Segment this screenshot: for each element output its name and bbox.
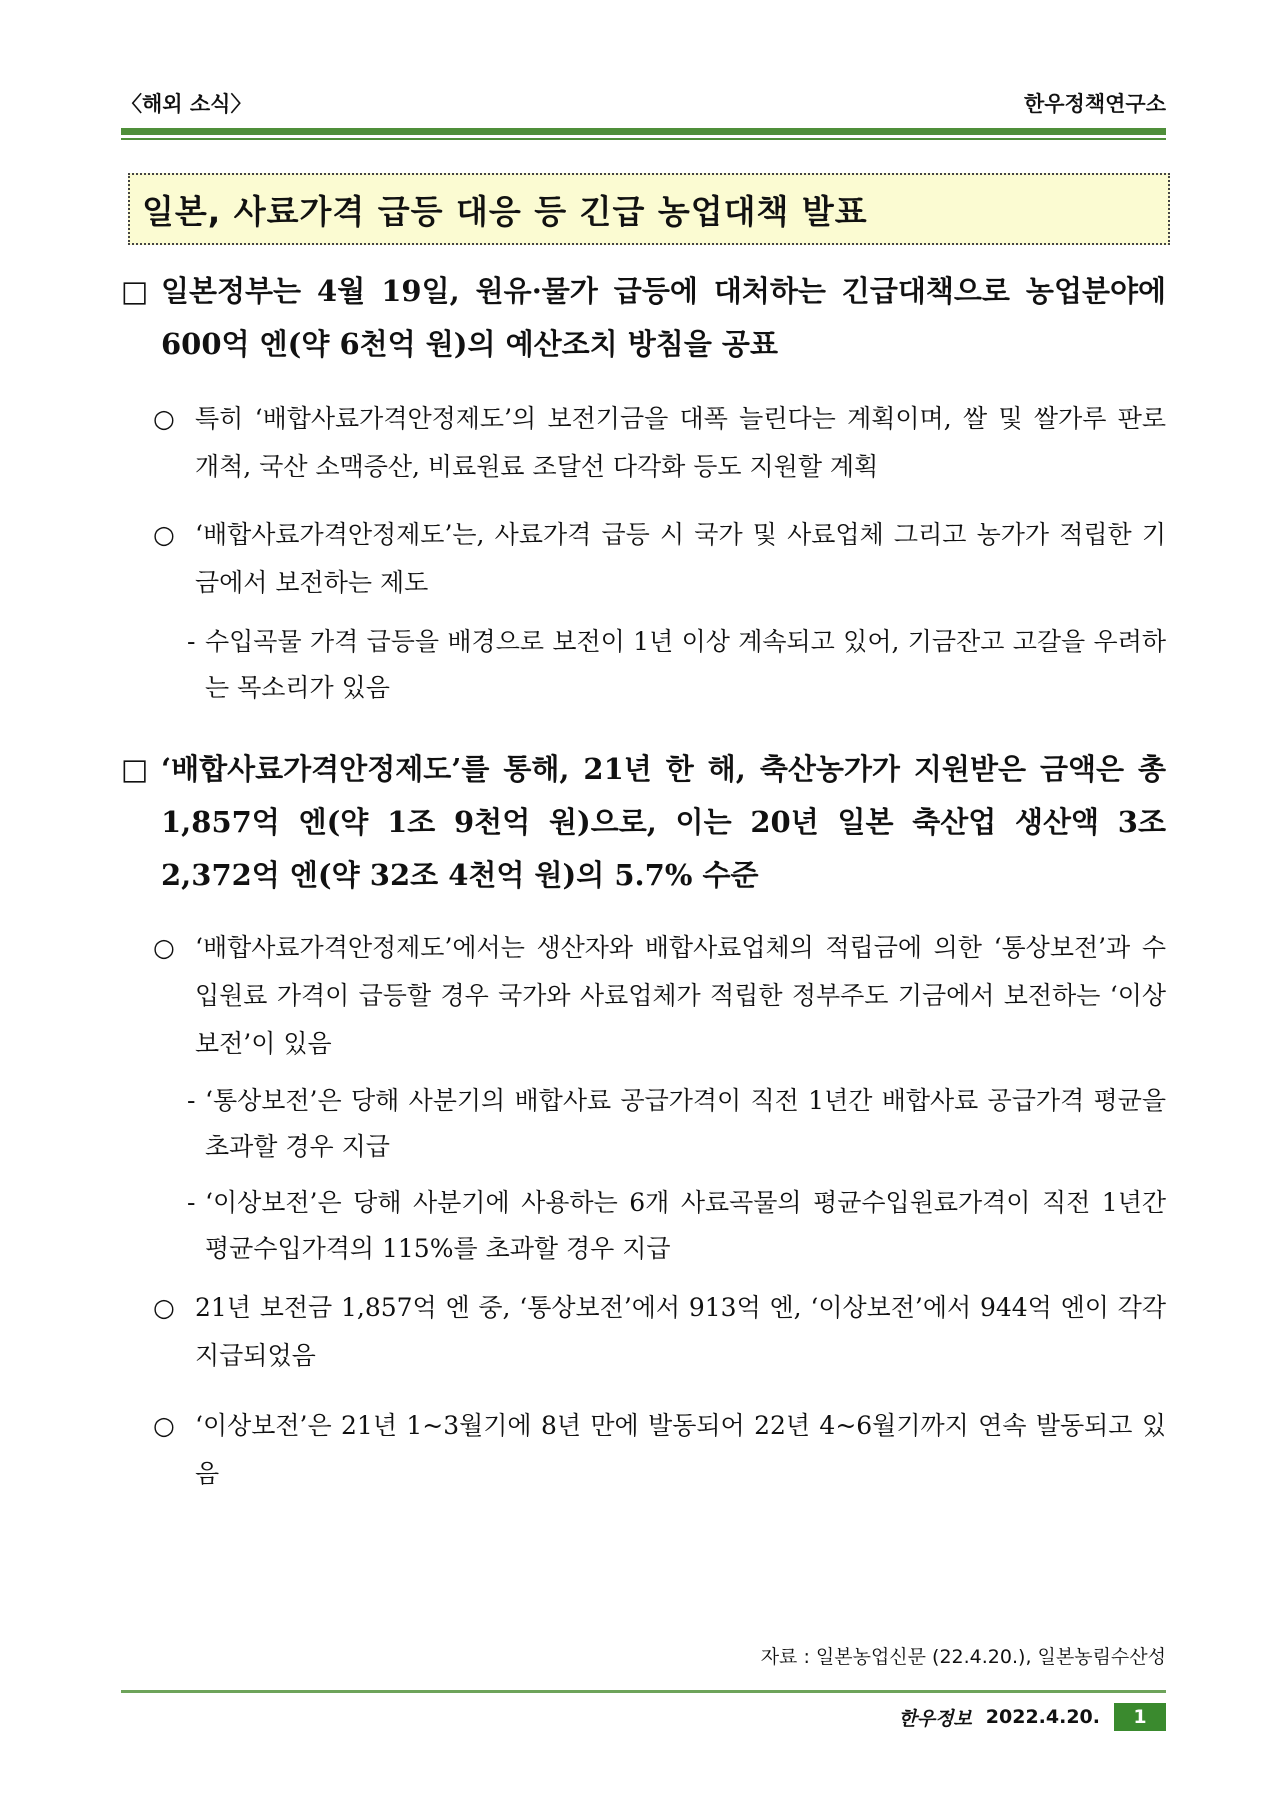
section-2-item-4	[121, 1284, 1166, 1380]
dash-bullet: -	[187, 627, 196, 656]
header-organization: 한우정책연구소	[1023, 92, 1166, 116]
circle-bullet-icon: ○	[153, 520, 175, 549]
page-footer	[898, 1703, 1166, 1731]
circle-bullet-icon: ○	[153, 404, 175, 433]
section-2-item-3-text: ‘이상보전’은 당해 사분기에 사용하는 6개 사료곡물의 평균수입원료가격이 직전 1년간 평균수입가격의 115%를 초과할 경우 지급	[205, 1188, 1166, 1263]
section-2-item-4-text: 21년 보전금 1,857억 엔 중, ‘통상보전’에서 913억 엔, ‘이상보전’에서 944억 엔이 각각 지급되었음	[195, 1293, 1166, 1370]
page-header	[121, 88, 1166, 118]
circle-bullet-icon: ○	[153, 1293, 175, 1322]
section-2-item-2-text: ‘통상보전’은 당해 사분기의 배합사료 공급가격이 직전 1년간 배합사료 공급가격 평균을 초과할 경우 지급	[205, 1086, 1166, 1161]
section-2-item-5	[121, 1402, 1166, 1498]
section-1-item-1	[121, 395, 1166, 491]
header-rule-thin	[121, 138, 1166, 140]
section-1-item-1-text: 특히 ‘배합사료가격안정제도’의 보전기금을 대폭 늘린다는 계획이며, 쌀 및 쌀가루 판로 개척, 국산 소맥증산, 비료원료 조달선 다각화 등도 지원할 계획	[195, 404, 1166, 481]
section-2-item-2	[121, 1078, 1166, 1170]
section-2-item-1-text: ‘배합사료가격안정제도’에서는 생산자와 배합사료업체의 적립금에 의한 ‘통상보전’과 수입원료 가격이 급등할 경우 국가와 사료업체가 적립한 정부주도 기금에서 보전하는 ‘이상보전’이 있음	[195, 933, 1166, 1058]
checkbox-square-icon: □	[121, 274, 149, 308]
section-1-item-2-text: ‘배합사료가격안정제도’는, 사료가격 급등 시 국가 및 사료업체 그리고 농가가 적립한 기금에서 보전하는 제도	[195, 520, 1166, 597]
section-2	[121, 743, 1166, 1498]
section-1-heading-text: 일본정부는 4월 19일, 원유·물가 급등에 대처하는 긴급대책으로 농업분야에 600억 엔(약 6천억 원)의 예산조치 방침을 공표	[161, 274, 1166, 361]
section-1-heading	[121, 265, 1166, 371]
section-1-item-2	[121, 511, 1166, 607]
section-2-item-1	[121, 924, 1166, 1068]
source-citation: 자료 : 일본농업신문 (22.4.20.), 일본농림수산성	[760, 1646, 1166, 1668]
circle-bullet-icon: ○	[153, 933, 175, 962]
article-title: 일본, 사료가격 급등 대응 등 긴급 농업대책 발표	[128, 173, 1170, 245]
header-category: 〈해외 소식〉	[121, 92, 252, 116]
circle-bullet-icon: ○	[153, 1411, 175, 1440]
dash-bullet: -	[187, 1188, 196, 1217]
footer-rule	[121, 1690, 1166, 1693]
section-2-item-5-text: ‘이상보전’은 21년 1~3월기에 8년 만에 발동되어 22년 4~6월기까지 연속 발동되고 있음	[195, 1411, 1166, 1488]
publication-date: 2022.4.20.	[985, 1706, 1100, 1728]
header-rule	[121, 128, 1166, 135]
publication-name: 한우정보	[898, 1707, 972, 1730]
section-1-item-3-text: 수입곡물 가격 급등을 배경으로 보전이 1년 이상 계속되고 있어, 기금잔고 고갈을 우려하는 목소리가 있음	[205, 627, 1166, 702]
section-2-item-3	[121, 1180, 1166, 1272]
checkbox-square-icon: □	[121, 752, 149, 786]
section-2-heading-text: ‘배합사료가격안정제도’를 통해, 21년 한 해, 축산농가가 지원받은 금액은 총 1,857억 엔(약 1조 9천억 원)으로, 이는 20년 일본 축산업 생산액 3조 2,372억 엔(약 32조 4천억 원)의 5.7% 수준	[161, 752, 1166, 892]
dash-bullet: -	[187, 1086, 196, 1115]
section-2-heading	[121, 743, 1166, 902]
page-number-badge: 1	[1114, 1703, 1166, 1731]
section-1-item-3	[121, 619, 1166, 711]
section-1	[121, 265, 1166, 711]
